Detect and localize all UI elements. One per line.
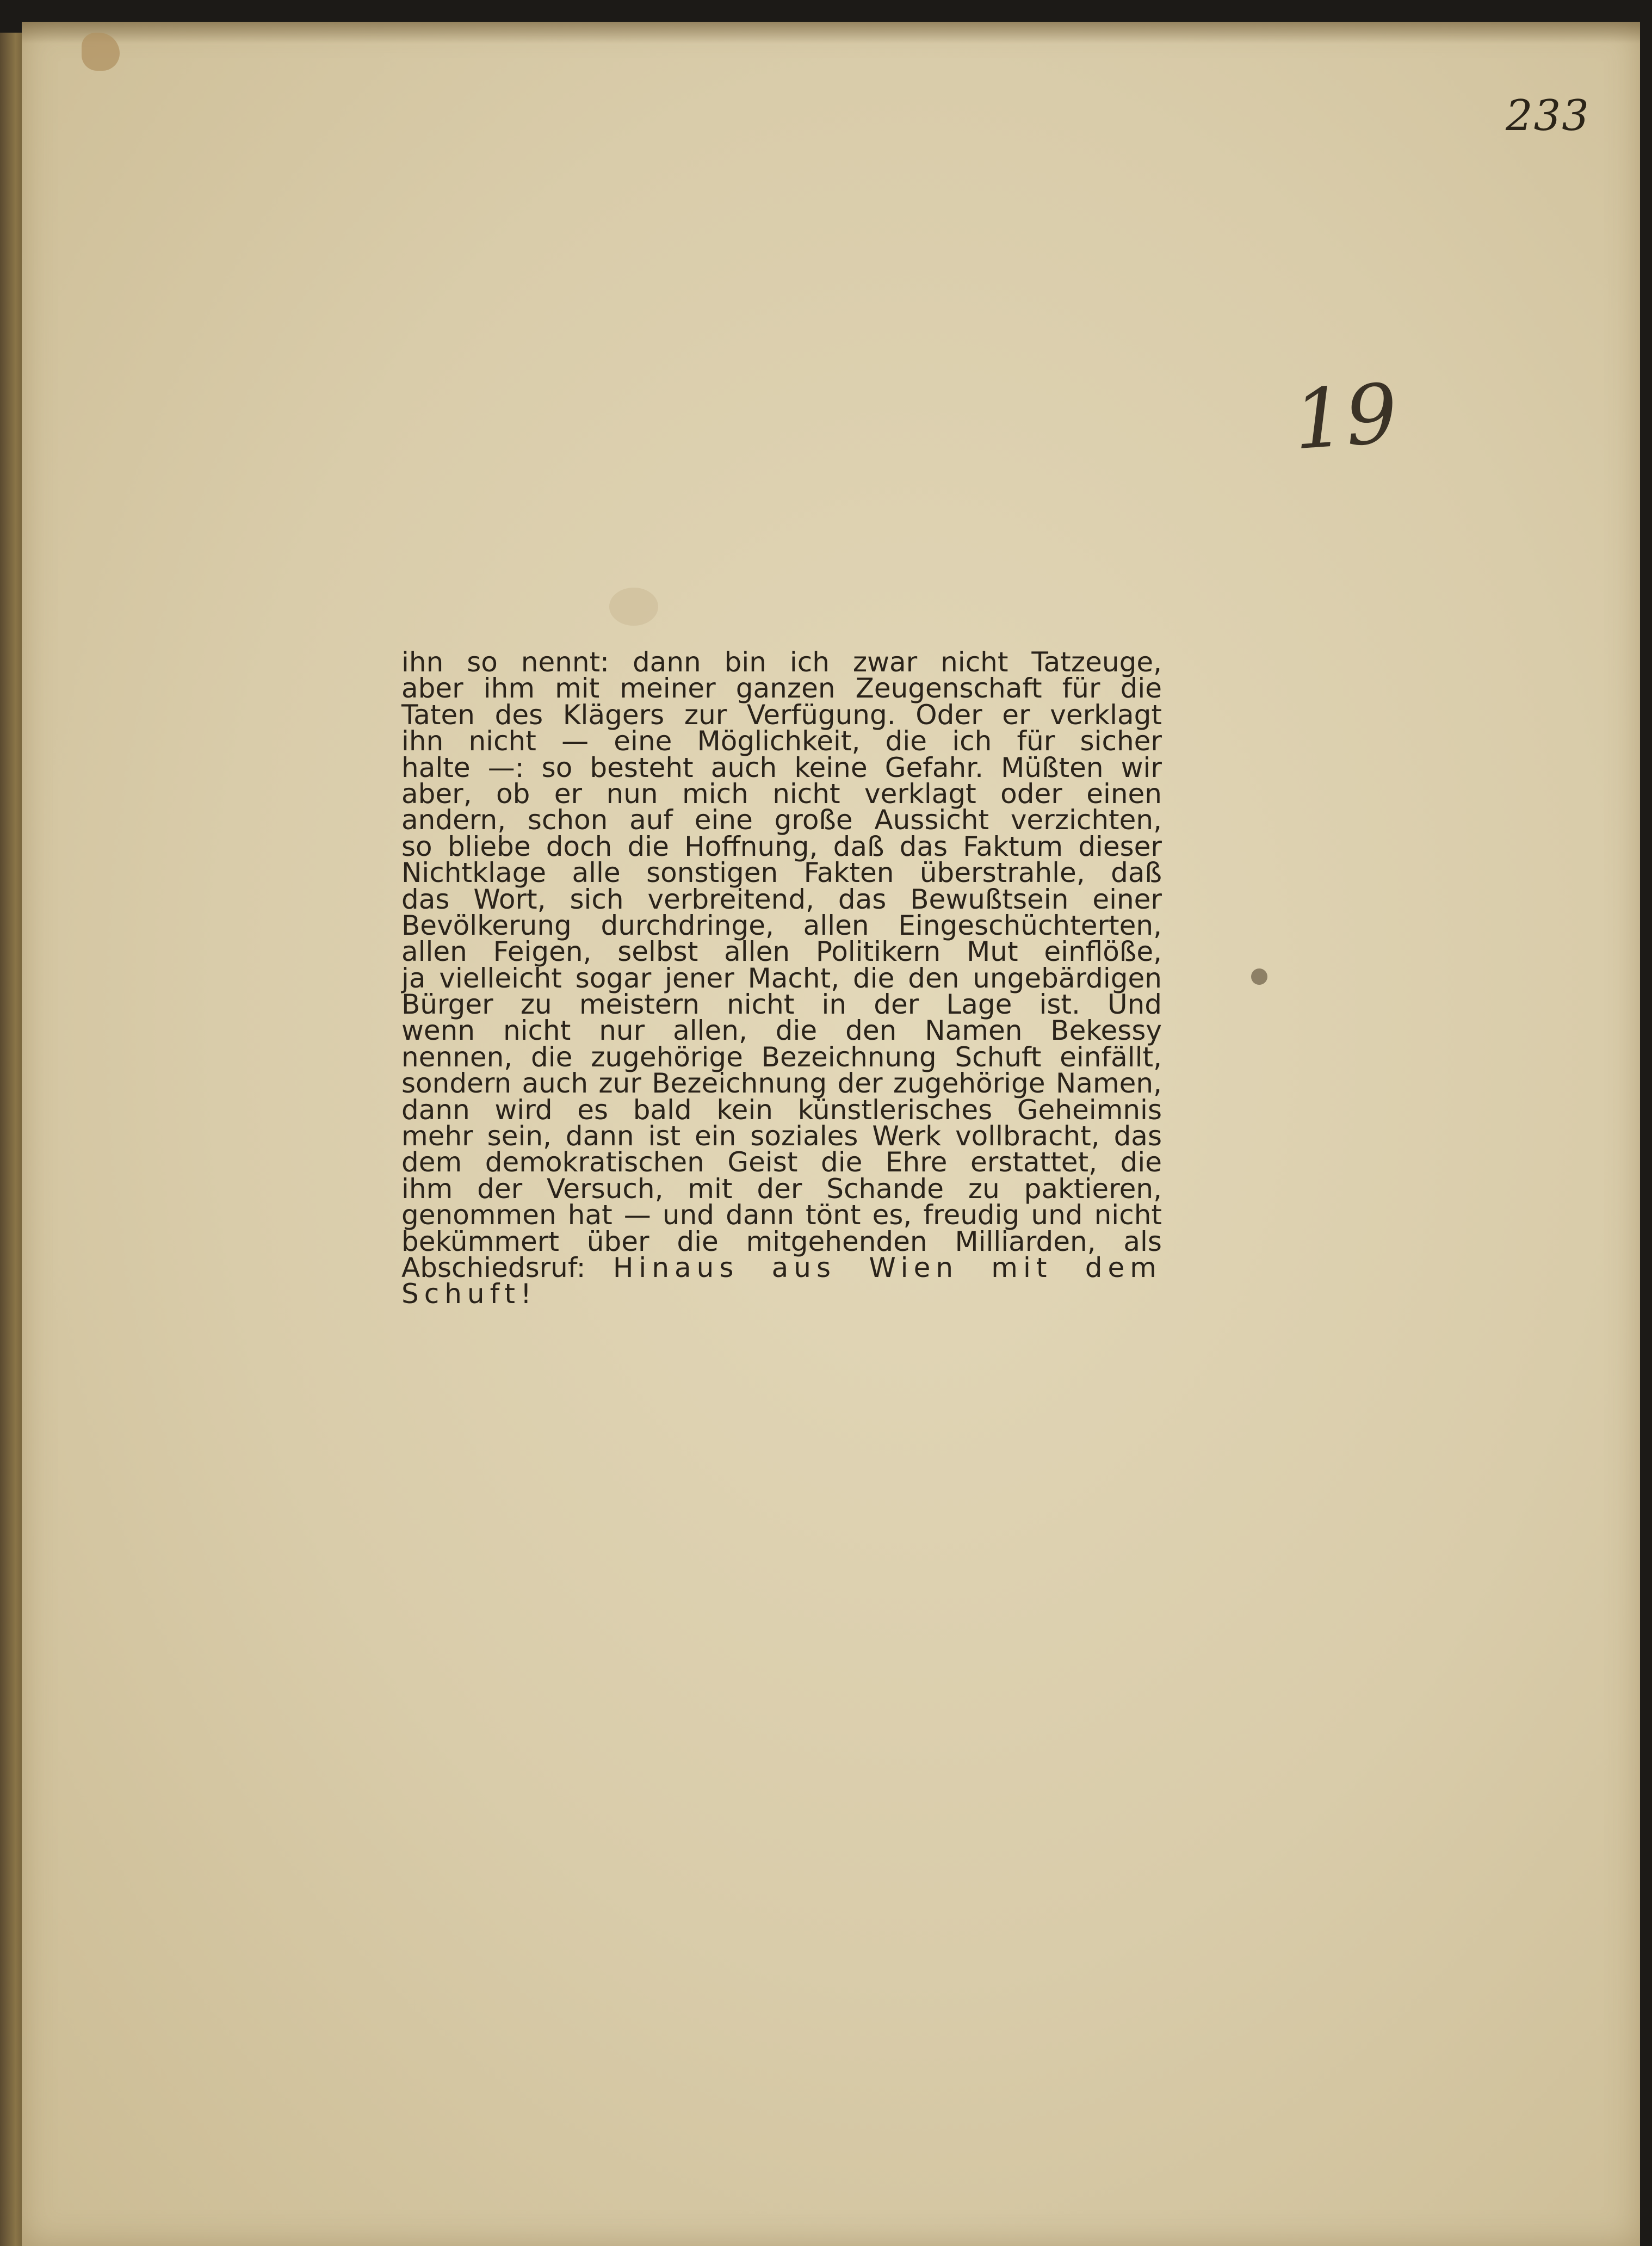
text-line: Bevölkerung durchdringe, allen Eingeschüchterten, — [401, 909, 1162, 941]
text-line: das Wort, sich verbreitend, das Bewußtsein einer — [401, 883, 1162, 915]
text-line: sondern auch zur Bezeichnung der zugehörige Namen, — [401, 1068, 1162, 1100]
text-line: genommen hat — und dann tönt es, freudig und nicht — [401, 1199, 1162, 1231]
text-line: mehr sein, dann ist ein soziales Werk vollbracht, das — [401, 1120, 1162, 1152]
text-line: ihn so nennt: dann bin ich zwar nicht Tatzeuge, — [401, 646, 1162, 678]
text-line: ja vielleicht sogar jener Macht, die den ungebärdigen — [401, 962, 1162, 994]
text-line: wenn nicht nur allen, die den Namen Bekessy — [401, 1015, 1162, 1047]
final-word: Schuft! — [401, 1278, 537, 1310]
text-line: bekümmert über die mitgehenden Milliarden, als — [401, 1225, 1162, 1257]
text-line: ihm der Versuch, mit der Schande zu paktieren, — [401, 1173, 1162, 1205]
text-line: halte —: so besteht auch keine Gefahr. Müßten wir — [401, 751, 1162, 783]
folio-number: 233 — [1506, 91, 1590, 140]
text-line: aber ihm mit meiner ganzen Zeugenschaft für die — [401, 672, 1162, 705]
text-line: Bürger zu meistern nicht in der Lage ist. Und — [401, 989, 1162, 1021]
ink-dot — [1251, 968, 1267, 985]
text-line: nennen, die zugehörige Bezeichnung Schuft einfällt, — [401, 1041, 1162, 1073]
text-line: allen Feigen, selbst allen Politikern Mut einflöße, — [401, 936, 1162, 968]
text-line: ihn nicht — eine Möglichkeit, die ich für sicher — [401, 725, 1162, 757]
paper-stain — [609, 588, 658, 626]
text-line: dann wird es bald kein künstlerisches Geheimnis — [401, 1094, 1162, 1126]
text-line: andern, schon auf eine große Aussicht verzichten, — [401, 804, 1162, 836]
text-line: so bliebe doch die Hoffnung, daß das Faktum dieser — [401, 830, 1162, 862]
closing-line — [401, 1251, 1162, 1284]
closing-line-prefix: Abschiedsruf: — [401, 1251, 586, 1284]
page-top-shadow — [22, 22, 1640, 44]
body-paragraph — [401, 646, 1162, 1503]
text-line: dem demokratischen Geist die Ehre erstattet, die — [401, 1146, 1162, 1178]
handwritten-sheet-number: 19 — [1290, 366, 1401, 468]
text-line: aber, ob er nun mich nicht verklagt oder einen — [401, 778, 1162, 810]
text-line: Taten des Klägers zur Verfügung. Oder er verklagt — [401, 699, 1162, 731]
text-line: Nichtklage alle sonstigen Fakten überstrahle, daß — [401, 857, 1162, 889]
closing-line-spaced: Hinaus aus Wien mit dem — [612, 1251, 1162, 1284]
